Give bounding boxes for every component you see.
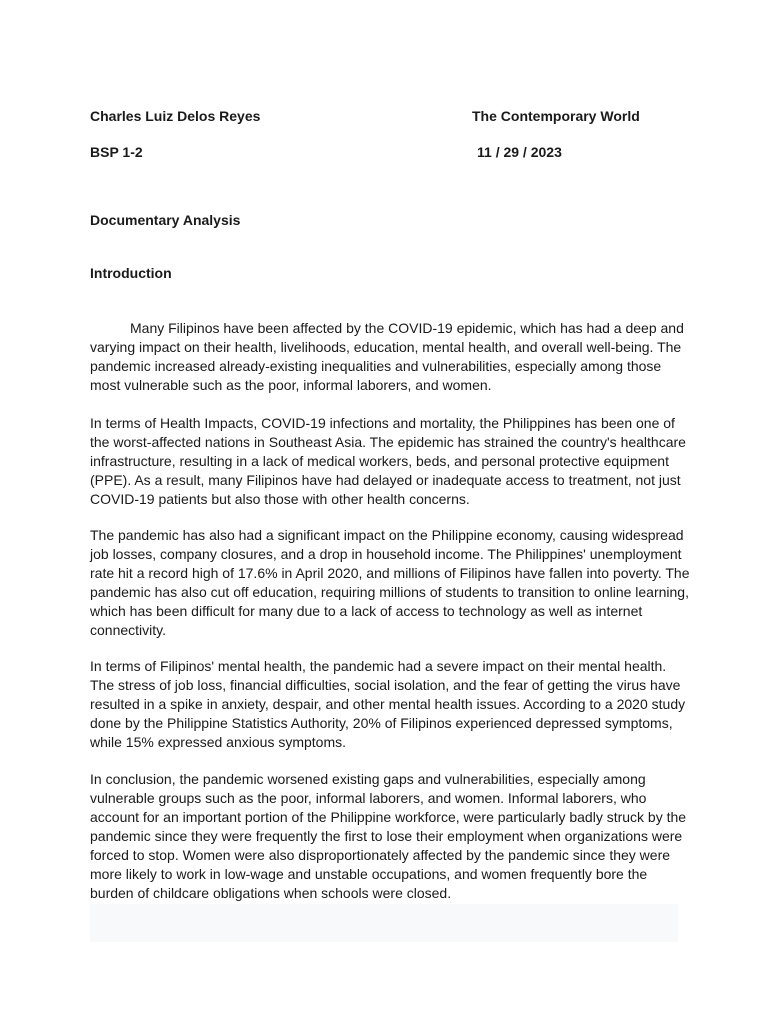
section-label: BSP 1-2 [90,144,143,160]
paragraph-mental-health: In terms of Filipinos' mental health, the pandemic had a severe impact on their mental health. The stress of job loss, financial difficulties, social isolation, and the fear of getting the virus have resulted in a spike in anxiety, despair, and other mental health issues. According to a 2020 study done by the Philippine Statistics Authority, 20% of Filipinos experienced depressed symptoms, while 15% expressed anxious symptoms. [90,658,686,750]
paragraph-economy: The pandemic has also had a significant impact on the Philippine economy, causing widespread job losses, company closures, and a drop in household income. The Philippines' unemployment rate hit a record high of 17.6% in April 2020, and millions of Filipinos have fallen into poverty. The pandemic has also cut off education, requiring millions of students to transition to online learning, which has been difficult for many due to a lack of access to technology as well as internet connectivity. [90,527,690,638]
paragraph-intro: Many Filipinos have been affected by the COVID-19 epidemic, which has had a deep and varying impact on their health, livelihoods, education, mental health, and overall well-being. The pandemic increased already-existing inequalities and vulnerabilities, especially among those most vulnerable such as the poor, informal laborers, and women. [90,320,684,393]
paragraph-conclusion: In conclusion, the pandemic worsened existing gaps and vulnerabilities, especially among vulnerable groups such as the poor, informal laborers, and women. Informal laborers, who account for an important portion of the Philippine workforce, were particularly badly struck by the pandemic since they were frequently the first to lose their employment when organizations were forced to stop. Women were also disproportionately affected by the pandemic since they were more likely to work in low-wage and unstable occupations, and women frequently bore the burden of childcare obligations when schools were closed. [90,771,687,901]
document-title: Documentary Analysis [90,212,241,228]
date-label: 11 / 29 / 2023 [477,144,562,160]
course-name: The Contemporary World [472,108,640,124]
page-fade-overlay [90,904,678,942]
paragraph-health: In terms of Health Impacts, COVID-19 infections and mortality, the Philippines has been one of the worst-affected nations in Southeast Asia. The epidemic has strained the country's healthcare infrastructure, resulting in a lack of medical workers, beds, and personal protective equipment (PPE). As a result, many Filipinos have had delayed or inadequate access to treatment, not just COVID-19 patients but also those with other health concerns. [90,415,686,507]
section-heading: Introduction [90,265,172,281]
author-name: Charles Luiz Delos Reyes [90,108,261,124]
